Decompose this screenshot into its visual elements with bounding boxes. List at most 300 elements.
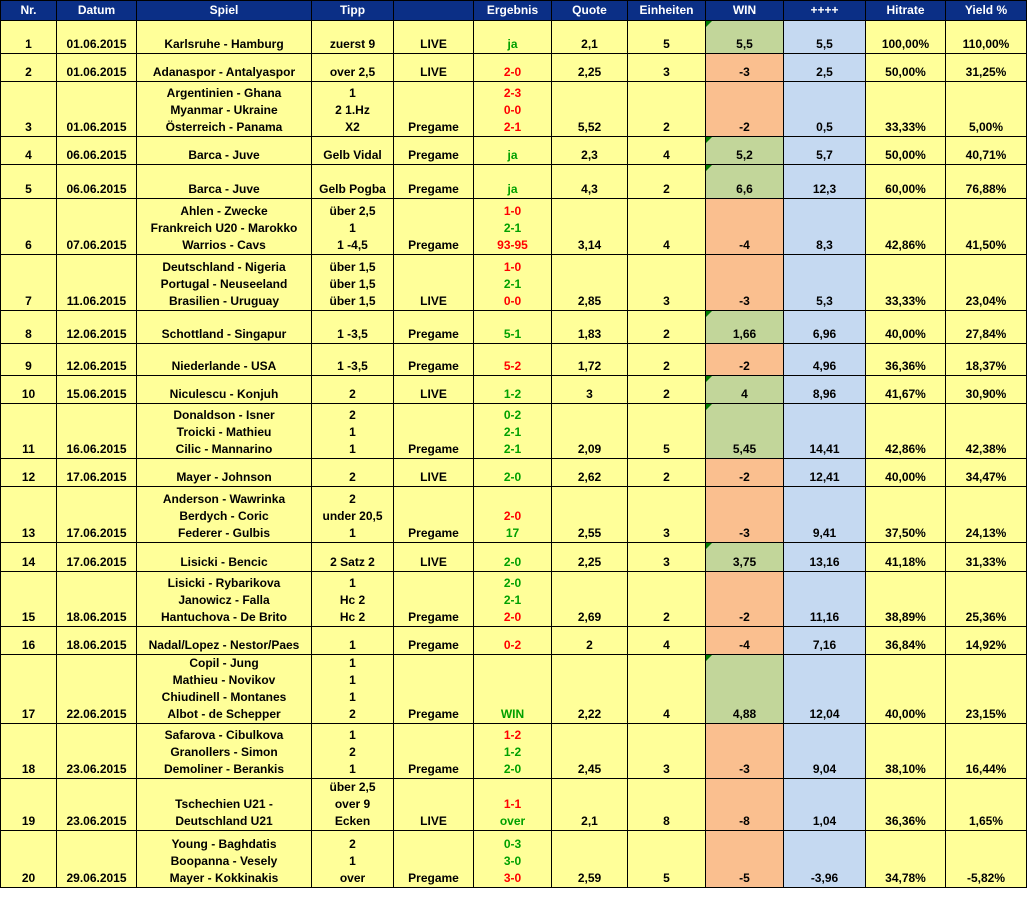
cell-spiel-line: Barca - Juve [188,182,260,196]
cell-tipp-line: 1 [349,425,356,439]
table-row[interactable] [1,82,1027,137]
cell-tipp-line: 2 [349,745,356,759]
cell-ergebnis [474,376,552,404]
header-einheiten[interactable]: Einheiten [628,1,706,21]
cell-quote: 3 [552,376,628,404]
cell-hitrate: 36,84% [866,627,946,655]
cell-datum: 12.06.2015 [57,311,137,344]
table-row[interactable] [1,572,1027,627]
cell-nr: 19 [1,779,57,831]
cell-tipp [312,137,394,165]
header-ergebnis[interactable]: Ergebnis [474,1,552,21]
cell-datum: 06.06.2015 [57,137,137,165]
cell-yield: 76,88% [946,165,1027,199]
cell-datum: 01.06.2015 [57,82,137,137]
cell-ergebnis [474,199,552,255]
cell-ergebnis-line: 1-0 [503,204,522,218]
cell-einheiten: 3 [628,255,706,311]
cell-ergebnis [474,82,552,137]
cell-hitrate: 41,67% [866,376,946,404]
cell-einheiten: 2 [628,376,706,404]
cell-spiel [137,459,312,487]
cell-nr: 18 [1,724,57,779]
cell-tipp-line: under 20,5 [322,509,383,523]
cell-win: -2 [706,572,784,627]
cell-yield: 16,44% [946,724,1027,779]
cell-ergebnis-line: 5-2 [503,359,522,373]
header-plus[interactable]: ++++ [784,1,866,21]
cell-tipp-line: 1 -4,5 [337,238,368,252]
header-hitrate[interactable]: Hitrate [866,1,946,21]
cell-quote: 2,22 [552,655,628,724]
header-row [1,1,1027,21]
cell-plus: 9,04 [784,724,866,779]
cell-ergebnis-line: 3-0 [503,871,522,885]
cell-quote: 5,52 [552,82,628,137]
cell-ergebnis-line: 2-1 [503,221,522,235]
cell-spiel-line: Deutschland U21 [175,814,273,828]
table-row[interactable] [1,54,1027,82]
cell-hitrate: 42,86% [866,199,946,255]
cell-quote: 4,3 [552,165,628,199]
cell-ergebnis-line: 2-0 [503,610,522,624]
cell-spiel [137,724,312,779]
cell-win: -4 [706,199,784,255]
cell-spiel-line: Brasilien - Uruguay [168,294,280,308]
cell-quote: 2,3 [552,137,628,165]
cell-nr: 4 [1,137,57,165]
cell-yield: 40,71% [946,137,1027,165]
cell-tipp-line: 2 [349,707,356,721]
cell-tipp-line: over 9 [334,797,371,811]
cell-tipp [312,572,394,627]
cell-spiel-line: Niculescu - Konjuh [169,387,279,401]
cell-tipp-line: 2 [349,837,356,851]
cell-typ: Pregame [394,344,474,376]
table-row[interactable] [1,779,1027,831]
header-yield[interactable]: Yield % [946,1,1027,21]
cell-ergebnis-line: 5-1 [503,327,522,341]
cell-tipp [312,543,394,572]
cell-spiel [137,627,312,655]
cell-yield: 18,37% [946,344,1027,376]
cell-plus: 14,41 [784,404,866,459]
cell-quote: 1,83 [552,311,628,344]
cell-tipp [312,344,394,376]
cell-spiel-line: Albot - de Schepper [167,707,281,721]
cell-yield: 110,00% [946,21,1027,54]
cell-spiel-line: Warrios - Cavs [182,238,266,252]
cell-spiel-line: Österreich - Panama [165,120,283,134]
cell-plus: 7,16 [784,627,866,655]
cell-datum: 07.06.2015 [57,199,137,255]
cell-einheiten: 2 [628,344,706,376]
cell-spiel [137,655,312,724]
cell-tipp [312,376,394,404]
cell-plus: 8,3 [784,199,866,255]
cell-tipp [312,311,394,344]
cell-yield: 41,50% [946,199,1027,255]
cell-win: -3 [706,54,784,82]
cell-quote: 2,55 [552,487,628,543]
cell-spiel-line: Hantuchova - De Brito [160,610,287,624]
header-nr[interactable]: Nr. [1,1,57,21]
cell-plus: -3,96 [784,831,866,888]
cell-tipp-line: Hc 2 [339,593,366,607]
cell-plus: 5,3 [784,255,866,311]
cell-win: 4,88 [706,655,784,724]
cell-nr: 2 [1,54,57,82]
cell-einheiten: 2 [628,572,706,627]
cell-tipp [312,404,394,459]
cell-typ: LIVE [394,54,474,82]
cell-ergebnis [474,404,552,459]
cell-tipp-line: 1 [349,854,356,868]
cell-ergebnis-line: 2-1 [503,425,522,439]
cell-tipp-line: 1 [349,638,356,652]
cell-spiel-line: Boopanna - Vesely [170,854,278,868]
cell-tipp-line: Gelb Vidal [323,148,382,162]
cell-win: -2 [706,459,784,487]
cell-spiel-line: Barca - Juve [188,148,260,162]
cell-ergebnis [474,137,552,165]
cell-yield: 27,84% [946,311,1027,344]
cell-yield: 31,25% [946,54,1027,82]
cell-quote: 2,25 [552,54,628,82]
cell-datum: 18.06.2015 [57,627,137,655]
cell-tipp-line: über 1,5 [329,277,376,291]
cell-spiel [137,572,312,627]
cell-hitrate: 34,78% [866,831,946,888]
cell-spiel-line: Demoliner - Berankis [163,762,285,776]
cell-spiel-line: Anderson - Wawrinka [162,492,286,506]
cell-yield: 23,04% [946,255,1027,311]
cell-datum: 16.06.2015 [57,404,137,459]
cell-spiel-line: Troicki - Mathieu [176,425,272,439]
cell-nr: 3 [1,82,57,137]
cell-spiel-line: Deutschland - Nigeria [162,260,286,274]
cell-nr: 8 [1,311,57,344]
cell-yield: 24,13% [946,487,1027,543]
cell-spiel [137,376,312,404]
cell-typ: LIVE [394,459,474,487]
cell-hitrate: 38,10% [866,724,946,779]
cell-win: 5,45 [706,404,784,459]
table-row[interactable] [1,199,1027,255]
cell-ergebnis-line: 2-1 [503,442,522,456]
cell-tipp-line: 1 [349,442,356,456]
cell-ergebnis-line: 2-0 [503,470,522,484]
cell-yield: 5,00% [946,82,1027,137]
cell-datum: 22.06.2015 [57,655,137,724]
cell-win: 5,5 [706,21,784,54]
cell-tipp [312,82,394,137]
cell-typ: Pregame [394,655,474,724]
cell-typ: Pregame [394,404,474,459]
cell-ergebnis-line: 2-1 [503,593,522,607]
cell-win: 5,2 [706,137,784,165]
cell-datum: 15.06.2015 [57,376,137,404]
cell-einheiten: 5 [628,404,706,459]
table-row[interactable] [1,165,1027,199]
cell-ergebnis-line: over [499,814,526,828]
cell-datum: 01.06.2015 [57,21,137,54]
cell-win: -8 [706,779,784,831]
cell-ergebnis [474,255,552,311]
cell-hitrate: 40,00% [866,311,946,344]
cell-spiel [137,543,312,572]
cell-tipp-line: 1 -3,5 [337,327,368,341]
cell-spiel-line: Niederlande - USA [171,359,277,373]
table-row[interactable] [1,487,1027,543]
cell-tipp [312,779,394,831]
cell-tipp-line: 2 [349,408,356,422]
cell-spiel-line: Ahlen - Zwecke [180,204,268,218]
cell-nr: 5 [1,165,57,199]
cell-tipp-line: zuerst 9 [329,37,376,51]
cell-ergebnis-line: 17 [505,526,520,540]
cell-typ: LIVE [394,376,474,404]
cell-plus: 13,16 [784,543,866,572]
cell-win: -3 [706,487,784,543]
cell-ergebnis [474,724,552,779]
header-datum[interactable]: Datum [57,1,137,21]
table-row[interactable] [1,655,1027,724]
cell-hitrate: 36,36% [866,779,946,831]
cell-tipp [312,165,394,199]
cell-ergebnis [474,779,552,831]
cell-spiel [137,255,312,311]
table-row[interactable] [1,376,1027,404]
cell-plus: 1,04 [784,779,866,831]
header-spiel[interactable]: Spiel [137,1,312,21]
cell-tipp-line: 1 [349,221,356,235]
cell-plus: 12,41 [784,459,866,487]
cell-datum: 17.06.2015 [57,487,137,543]
cell-spiel-line: Copil - Jung [189,656,259,670]
cell-spiel [137,54,312,82]
cell-typ: LIVE [394,543,474,572]
cell-spiel-line: Myanmar - Ukraine [170,103,278,117]
cell-ergebnis-line: 2-0 [503,576,522,590]
cell-datum: 17.06.2015 [57,459,137,487]
cell-typ: Pregame [394,627,474,655]
cell-tipp-line: 1 [349,656,356,670]
cell-einheiten: 2 [628,311,706,344]
table-row[interactable] [1,459,1027,487]
cell-tipp-line: Ecken [334,814,371,828]
cell-spiel-line: Tschechien U21 - [175,797,273,811]
cell-quote: 2,69 [552,572,628,627]
table-row[interactable] [1,344,1027,376]
cell-quote: 2,1 [552,21,628,54]
cell-spiel-line: Karlsruhe - Hamburg [164,37,284,51]
cell-yield: 30,90% [946,376,1027,404]
cell-nr: 9 [1,344,57,376]
cell-quote: 2,45 [552,724,628,779]
cell-win: 6,6 [706,165,784,199]
cell-ergebnis-line: ja [507,182,518,196]
cell-tipp-line: über 1,5 [329,260,376,274]
cell-nr: 13 [1,487,57,543]
cell-nr: 20 [1,831,57,888]
cell-ergebnis-line: 2-0 [503,65,522,79]
cell-tipp-line: 2 [349,387,356,401]
cell-nr: 15 [1,572,57,627]
cell-plus: 8,96 [784,376,866,404]
cell-hitrate: 37,50% [866,487,946,543]
cell-ergebnis [474,54,552,82]
header-tipp[interactable]: Tipp [312,1,394,21]
cell-yield: 1,65% [946,779,1027,831]
cell-einheiten: 4 [628,655,706,724]
cell-hitrate: 40,00% [866,655,946,724]
cell-nr: 1 [1,21,57,54]
cell-datum: 18.06.2015 [57,572,137,627]
cell-einheiten: 8 [628,779,706,831]
cell-hitrate: 41,18% [866,543,946,572]
cell-spiel [137,404,312,459]
cell-tipp-line: über 2,5 [329,780,376,794]
cell-spiel-line: Janowicz - Falla [178,593,270,607]
cell-ergebnis [474,21,552,54]
cell-nr: 6 [1,199,57,255]
cell-win: 1,66 [706,311,784,344]
cell-spiel-line: Mathieu - Novikov [172,673,276,687]
cell-plus: 11,16 [784,572,866,627]
cell-tipp-line: 1 [349,526,356,540]
cell-spiel-line: Safarova - Cibulkova [164,728,284,742]
table-row[interactable] [1,627,1027,655]
cell-tipp-line: 1 [349,673,356,687]
cell-plus: 0,5 [784,82,866,137]
cell-yield: 25,36% [946,572,1027,627]
cell-datum: 01.06.2015 [57,54,137,82]
cell-einheiten: 3 [628,543,706,572]
cell-tipp [312,627,394,655]
table-row[interactable] [1,831,1027,888]
cell-tipp-line: 2 1.Hz [335,103,370,117]
header-win[interactable]: WIN [706,1,784,21]
cell-ergebnis [474,459,552,487]
cell-ergebnis-line: 2-0 [503,555,522,569]
cell-plus: 6,96 [784,311,866,344]
cell-spiel-line: Berdych - Coric [179,509,269,523]
cell-quote: 2,09 [552,404,628,459]
cell-tipp [312,255,394,311]
cell-spiel-line: Adanaspor - Antalyaspor [152,65,296,79]
cell-einheiten: 4 [628,137,706,165]
cell-quote: 2 [552,627,628,655]
cell-spiel-line: Donaldson - Isner [173,408,275,422]
cell-nr: 14 [1,543,57,572]
cell-spiel [137,165,312,199]
cell-tipp [312,487,394,543]
cell-ergebnis-line: ja [507,148,518,162]
table-row[interactable] [1,311,1027,344]
cell-einheiten: 2 [628,459,706,487]
cell-einheiten: 3 [628,487,706,543]
table-row[interactable] [1,724,1027,779]
cell-hitrate: 50,00% [866,54,946,82]
cell-nr: 7 [1,255,57,311]
table-row[interactable] [1,255,1027,311]
cell-spiel-line: Nadal/Lopez - Nestor/Paes [148,638,300,652]
cell-ergebnis-line: 0-0 [503,294,522,308]
cell-tipp [312,54,394,82]
cell-tipp [312,831,394,888]
cell-einheiten: 4 [628,627,706,655]
cell-tipp-line: über 2,5 [329,204,376,218]
cell-hitrate: 33,33% [866,82,946,137]
cell-win: -3 [706,255,784,311]
cell-win: -2 [706,82,784,137]
cell-ergebnis-line: 2-1 [503,277,522,291]
cell-quote: 1,72 [552,344,628,376]
table-row[interactable] [1,404,1027,459]
cell-ergebnis-line: 3-0 [503,854,522,868]
cell-hitrate: 42,86% [866,404,946,459]
cell-hitrate: 60,00% [866,165,946,199]
cell-yield: 31,33% [946,543,1027,572]
table-body [1,21,1027,888]
cell-datum: 17.06.2015 [57,543,137,572]
cell-tipp-line: Gelb Pogba [319,182,386,196]
cell-datum: 23.06.2015 [57,779,137,831]
cell-ergebnis [474,572,552,627]
cell-spiel-line: Frankreich U20 - Marokko [150,221,298,235]
table-row[interactable] [1,543,1027,572]
cell-tipp-line: 2 [349,470,356,484]
cell-einheiten: 5 [628,21,706,54]
header-typ[interactable] [394,1,474,21]
cell-datum: 29.06.2015 [57,831,137,888]
cell-ergebnis-line: 0-3 [503,837,522,851]
cell-quote: 2,25 [552,543,628,572]
cell-tipp [312,459,394,487]
cell-hitrate: 40,00% [866,459,946,487]
cell-nr: 16 [1,627,57,655]
cell-tipp-line: über 1,5 [329,294,376,308]
cell-ergebnis-line: 1-1 [503,797,522,811]
cell-ergebnis-line: 93-95 [497,238,528,252]
cell-ergebnis [474,627,552,655]
cell-quote: 2,62 [552,459,628,487]
cell-typ: Pregame [394,572,474,627]
cell-win: -5 [706,831,784,888]
cell-ergebnis [474,543,552,572]
cell-datum: 23.06.2015 [57,724,137,779]
cell-hitrate: 38,89% [866,572,946,627]
cell-typ: Pregame [394,165,474,199]
cell-tipp-line: 1 [349,762,356,776]
table-row[interactable] [1,21,1027,54]
cell-win: -3 [706,724,784,779]
header-quote[interactable]: Quote [552,1,628,21]
table-row[interactable] [1,137,1027,165]
cell-spiel [137,137,312,165]
cell-spiel-line: Mayer - Johnson [176,470,272,484]
cell-spiel-line: Cilic - Mannarino [175,442,273,456]
cell-spiel-line: Young - Baghdatis [171,837,277,851]
cell-ergebnis-line: 0-2 [503,638,522,652]
cell-ergebnis [474,655,552,724]
cell-quote: 2,59 [552,831,628,888]
cell-tipp-line: 1 [349,728,356,742]
cell-nr: 17 [1,655,57,724]
cell-einheiten: 2 [628,165,706,199]
cell-spiel-line: Mayer - Kokkinakis [169,871,279,885]
